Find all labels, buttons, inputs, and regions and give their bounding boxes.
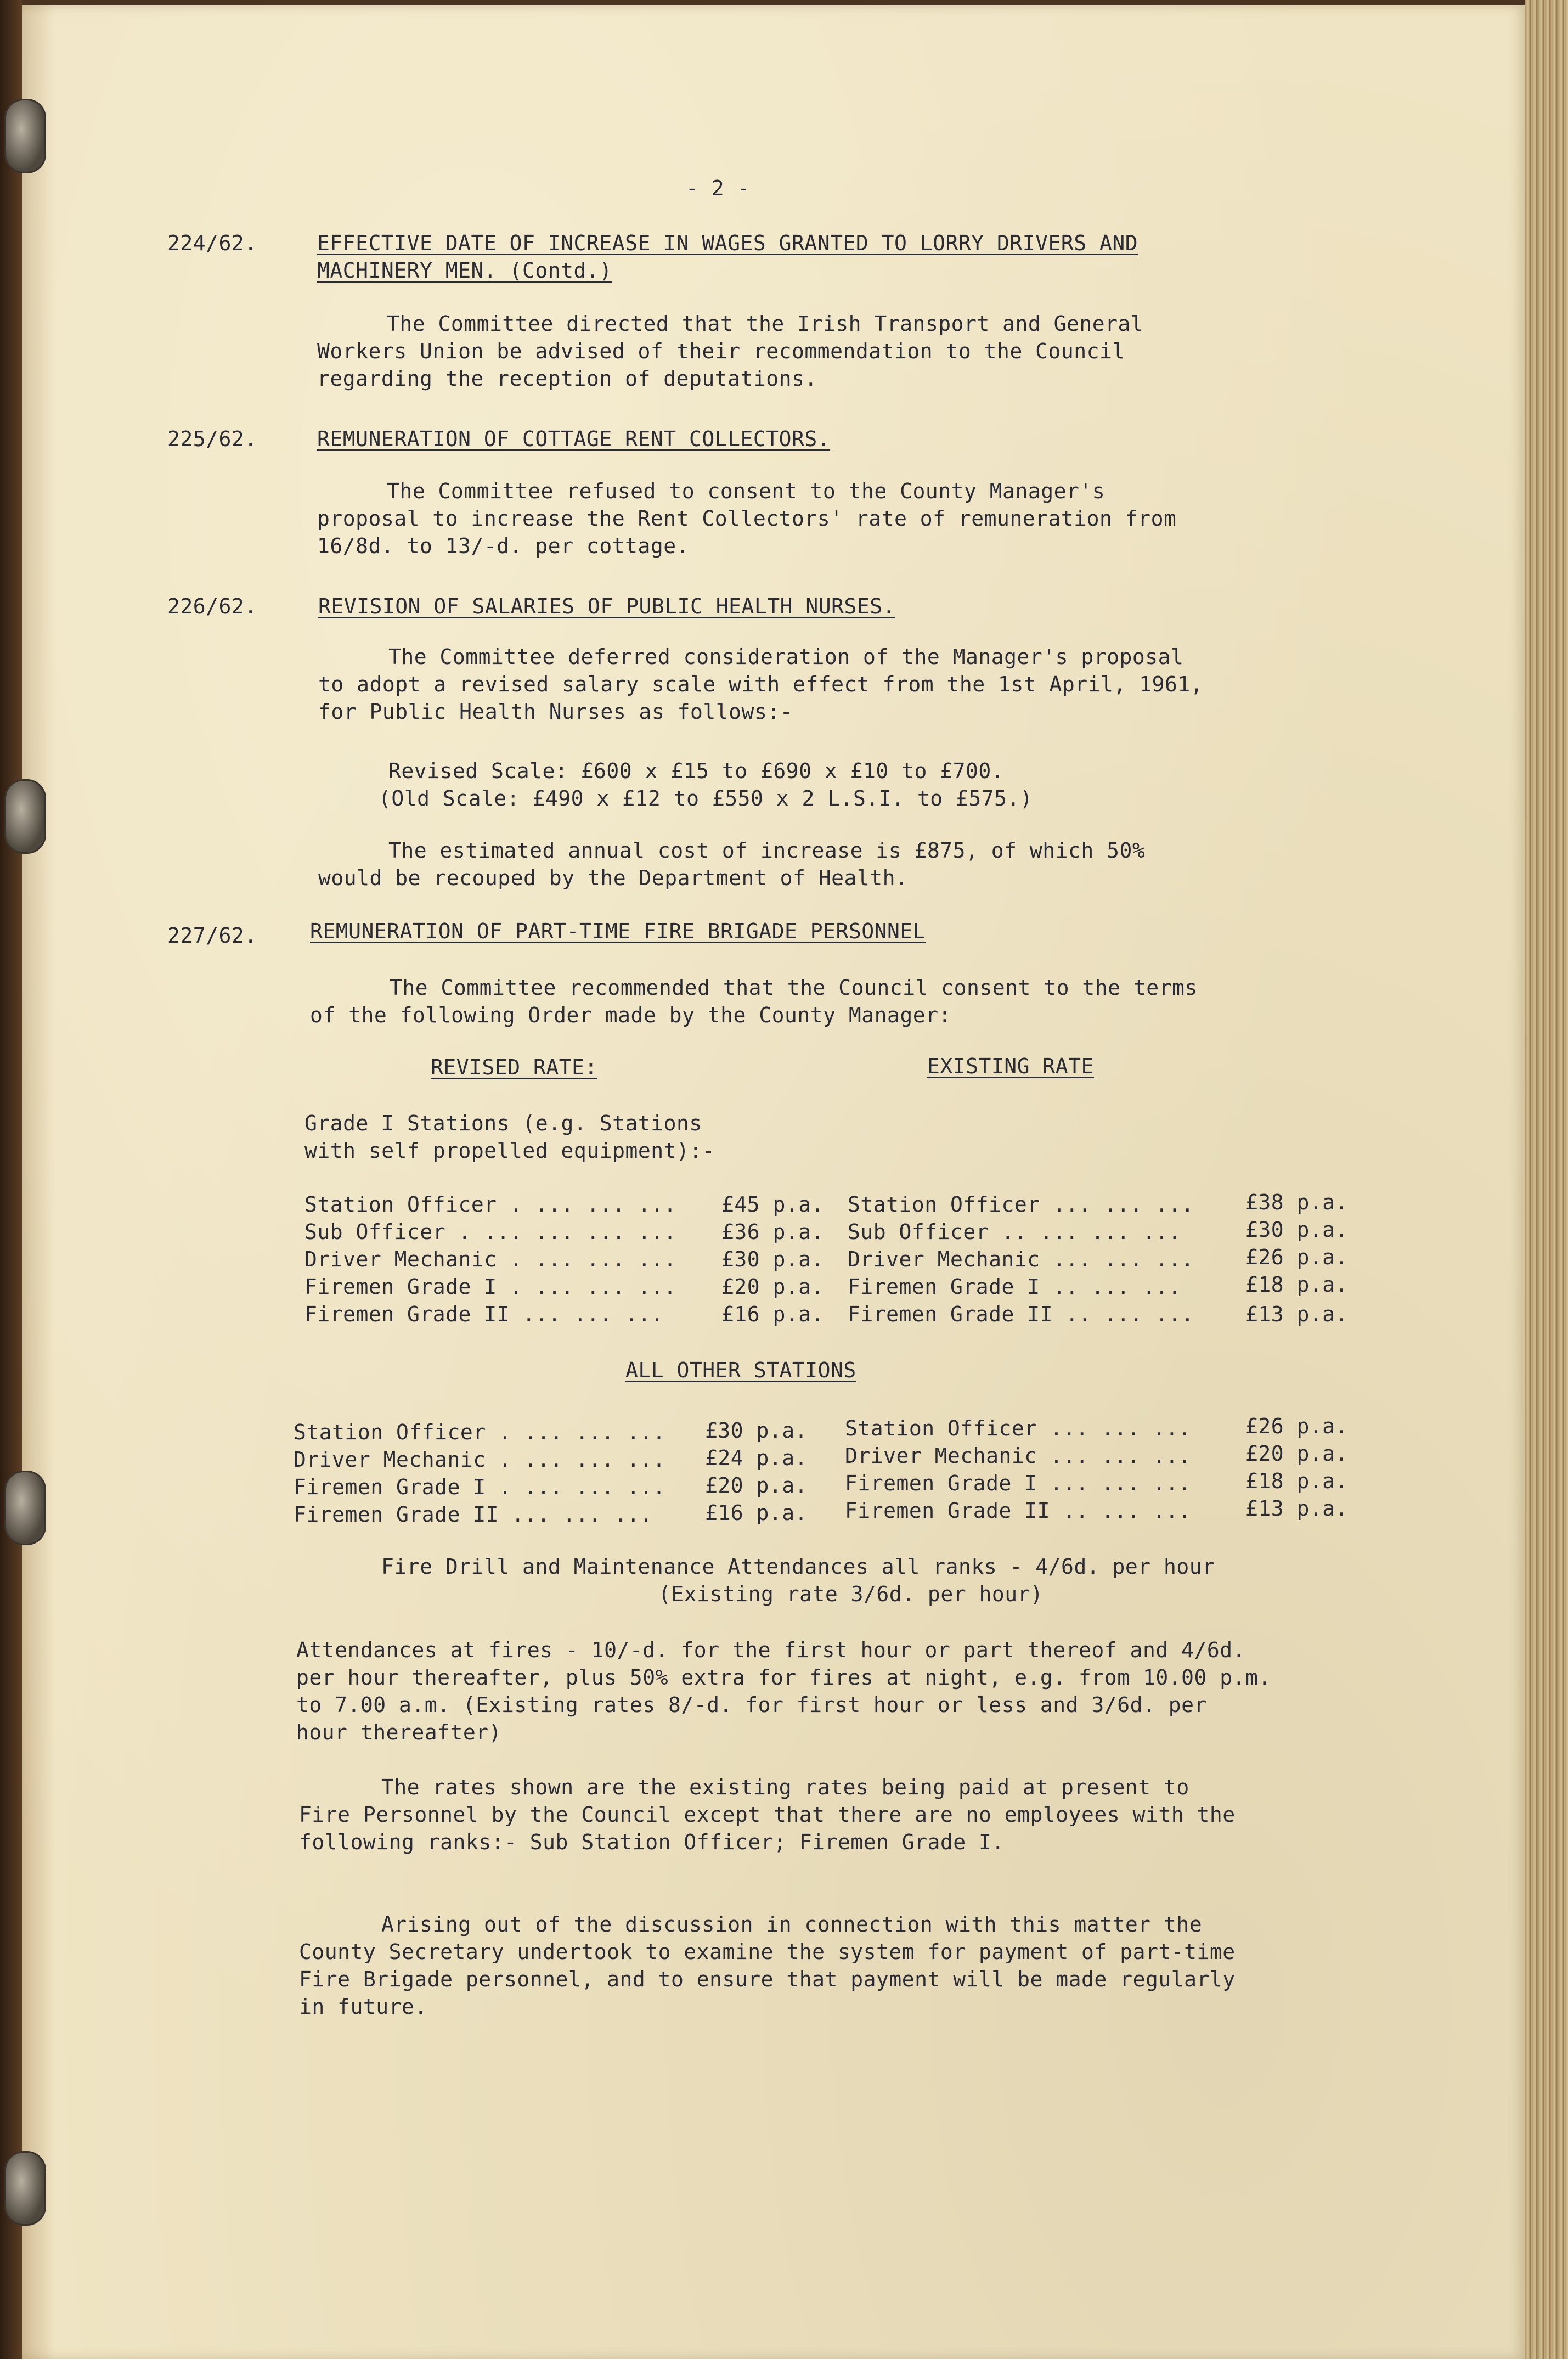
- page-edges: [1525, 0, 1568, 2359]
- paragraph-line: proposal to increase the Rent Collectors' rate of remuneration from: [317, 506, 1177, 531]
- existing-rate: £13 p.a.: [1245, 1302, 1349, 1326]
- section-number: 224/62.: [167, 231, 257, 255]
- paragraph-line: County Secretary undertook to examine the system for payment of part-time: [299, 1940, 1236, 1964]
- revised-rank: Station Officer . ... ... ...: [304, 1192, 676, 1217]
- revised-rank: Driver Mechanic . ... ... ...: [294, 1448, 665, 1472]
- section-number: 225/62.: [167, 427, 257, 451]
- revised-rate: £24 p.a.: [705, 1446, 808, 1470]
- paragraph-line: hour thereafter): [296, 1720, 502, 1744]
- existing-rank: Driver Mechanic ... ... ...: [845, 1444, 1192, 1468]
- revised-rank: Station Officer . ... ... ...: [294, 1420, 665, 1444]
- existing-rate: £30 p.a.: [1245, 1218, 1349, 1242]
- binder-ring: [4, 1471, 46, 1545]
- revised-rank: Firemen Grade I . ... ... ...: [294, 1475, 665, 1499]
- revised-rank: Sub Officer . ... ... ... ...: [304, 1220, 676, 1244]
- paragraph-line: to 7.00 a.m. (Existing rates 8/-d. for first hour or less and 3/6d. per: [296, 1693, 1207, 1717]
- paragraph-line: of the following Order made by the County Manager:: [310, 1003, 951, 1027]
- drill-rate-existing: (Existing rate 3/6d. per hour): [658, 1582, 1044, 1606]
- revised-rate: £36 p.a.: [721, 1220, 825, 1244]
- revised-rate: £30 p.a.: [705, 1418, 808, 1443]
- paragraph-line: The Committee recommended that the Council consent to the terms: [390, 976, 1198, 1000]
- existing-rank: Sub Officer .. ... ... ...: [848, 1220, 1181, 1244]
- revised-scale: Revised Scale: £600 x £15 to £690 x £10 to £700.: [388, 759, 1005, 783]
- existing-rate: £20 p.a.: [1245, 1442, 1349, 1466]
- existing-rank: Station Officer ... ... ...: [845, 1416, 1192, 1440]
- paragraph-line: to adopt a revised salary scale with effect from the 1st April, 1961,: [318, 672, 1204, 696]
- revised-rank: Firemen Grade II ... ... ...: [304, 1302, 664, 1326]
- existing-rank: Firemen Grade II .. ... ...: [848, 1302, 1194, 1326]
- revised-rate: £16 p.a.: [705, 1501, 808, 1525]
- binder-ring: [4, 2151, 46, 2226]
- paragraph-line: would be recouped by the Department of Health.: [318, 866, 909, 890]
- section-heading: REMUNERATION OF PART-TIME FIRE BRIGADE PERSONNEL: [310, 919, 926, 943]
- existing-rank: Station Officer ... ... ...: [848, 1192, 1194, 1217]
- revised-rate: £20 p.a.: [705, 1473, 808, 1497]
- grade-note-line: Grade I Stations (e.g. Stations: [304, 1111, 702, 1135]
- existing-rate: £18 p.a.: [1245, 1273, 1349, 1297]
- revised-rate-header: REVISED RATE:: [431, 1055, 597, 1079]
- paragraph-line: in future.: [299, 1995, 427, 2019]
- revised-rank: Firemen Grade I . ... ... ...: [304, 1275, 676, 1299]
- section-heading: REVISION OF SALARIES OF PUBLIC HEALTH NURSES.: [318, 594, 896, 618]
- paragraph-line: regarding the reception of deputations.: [317, 367, 817, 391]
- paragraph-line: Fire Personnel by the Council except that there are no employees with the: [299, 1803, 1236, 1827]
- existing-rank: Firemen Grade II .. ... ...: [845, 1499, 1192, 1523]
- drill-rate-line: Fire Drill and Maintenance Attendances all ranks - 4/6d. per hour: [381, 1555, 1215, 1579]
- paragraph-line: Fire Brigade personnel, and to ensure that payment will be made regularly: [299, 1967, 1236, 1991]
- grade-note-line: with self propelled equipment):-: [304, 1139, 715, 1163]
- existing-rank: Driver Mechanic ... ... ...: [848, 1247, 1194, 1271]
- paragraph-line: 16/8d. to 13/-d. per cottage.: [317, 534, 689, 558]
- paragraph-line: The Committee refused to consent to the County Manager's: [387, 479, 1106, 503]
- revised-rank: Driver Mechanic . ... ... ...: [304, 1247, 676, 1271]
- section-heading: REMUNERATION OF COTTAGE RENT COLLECTORS.: [317, 427, 831, 451]
- revised-rate: £45 p.a.: [721, 1192, 825, 1217]
- existing-rate: £26 p.a.: [1245, 1414, 1349, 1438]
- revised-rate: £20 p.a.: [721, 1275, 825, 1299]
- paragraph-line: for Public Health Nurses as follows:-: [318, 700, 793, 724]
- revised-rank: Firemen Grade II ... ... ...: [294, 1502, 653, 1527]
- paragraph-line: The Committee deferred consideration of the Manager's proposal: [388, 645, 1184, 669]
- paragraph-line: Attendances at fires - 10/-d. for the first hour or part thereof and 4/6d.: [296, 1638, 1245, 1662]
- page-number: - 2 -: [686, 176, 750, 200]
- paragraph-line: The Committee directed that the Irish Transport and General: [387, 312, 1144, 336]
- existing-rate-header: EXISTING RATE: [927, 1054, 1094, 1078]
- revised-rate: £30 p.a.: [721, 1247, 825, 1271]
- paragraph-line: Arising out of the discussion in connection with this matter the: [381, 1912, 1203, 1936]
- revised-rate: £16 p.a.: [721, 1302, 825, 1326]
- other-stations-header: ALL OTHER STATIONS: [625, 1358, 856, 1382]
- existing-rank: Firemen Grade I ... ... ...: [845, 1471, 1192, 1495]
- old-scale: (Old Scale: £490 x £12 to £550 x 2 L.S.I. to £575.): [379, 786, 1033, 810]
- section-heading-continued: MACHINERY MEN. (Contd.): [317, 258, 612, 283]
- existing-rank: Firemen Grade I .. ... ...: [848, 1275, 1181, 1299]
- paragraph-line: The estimated annual cost of increase is £875, of which 50%: [388, 838, 1146, 863]
- existing-rate: £18 p.a.: [1245, 1469, 1349, 1493]
- existing-rate: £26 p.a.: [1245, 1245, 1349, 1269]
- binder-spine: [0, 0, 22, 2359]
- existing-rate: £38 p.a.: [1245, 1190, 1349, 1214]
- paragraph-line: per hour thereafter, plus 50% extra for fires at night, e.g. from 10.00 p.m.: [296, 1665, 1271, 1690]
- section-heading: EFFECTIVE DATE OF INCREASE IN WAGES GRANTED TO LORRY DRIVERS AND: [317, 231, 1138, 255]
- section-number: 227/62.: [167, 924, 257, 948]
- existing-rate: £13 p.a.: [1245, 1496, 1349, 1521]
- paragraph-line: following ranks:- Sub Station Officer; Firemen Grade I.: [299, 1830, 1005, 1854]
- paragraph-line: The rates shown are the existing rates being paid at present to: [381, 1775, 1189, 1799]
- binder-ring: [4, 779, 46, 854]
- section-number: 226/62.: [167, 594, 257, 618]
- paragraph-line: Workers Union be advised of their recommendation to the Council: [317, 339, 1125, 363]
- binder-ring: [4, 99, 46, 173]
